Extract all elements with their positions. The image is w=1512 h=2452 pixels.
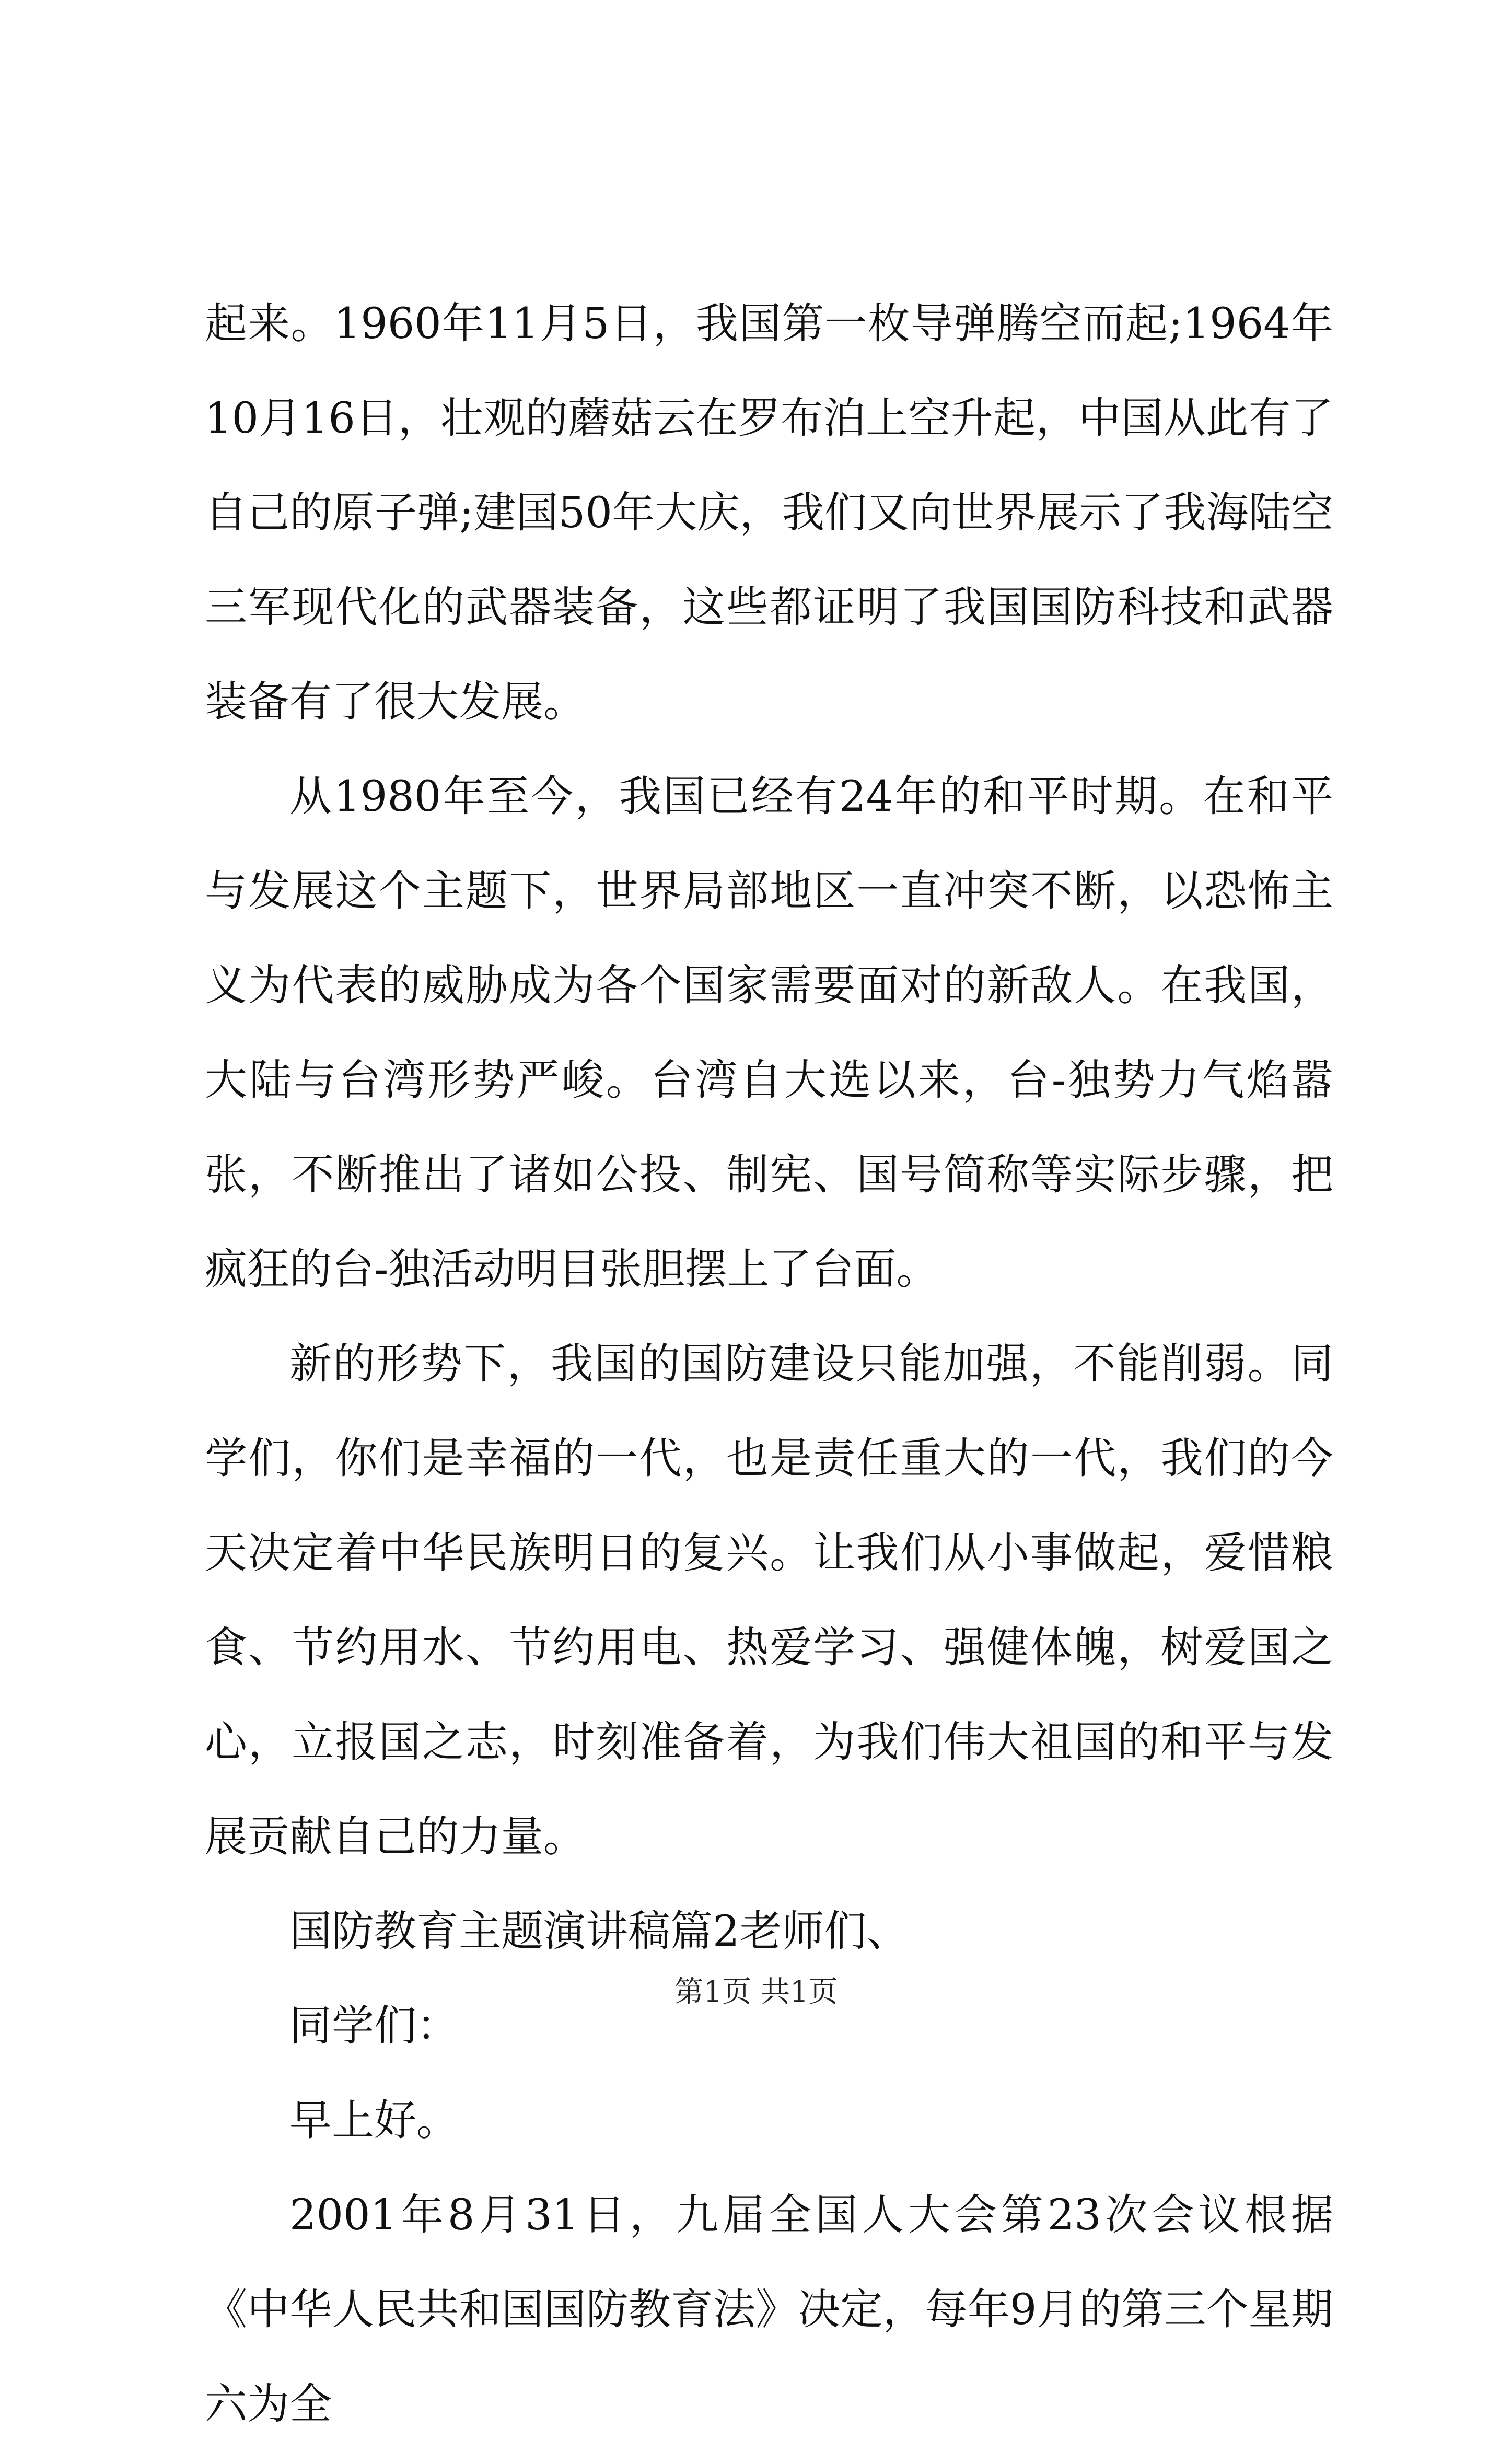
paragraph-new-situation: 新的形势下，我国的国防建设只能加强，不能削弱。同学们，你们是幸福的一代，也是责任重大的一代，我们的今天决定着中华民族明日的复兴。让我们从小事做起，爱惜粮食、节约用水、节约用电、热爱学习、强健体魄，树爱国之心，立报国之志，时刻准备着，为我们伟大祖国的和平与发展贡献自己的力量。 [205, 1340, 1333, 1862]
greeting: 早上好。 [289, 2096, 459, 2145]
paragraph-peace-period: 从1980年至今，我国已经有24年的和平时期。在和平与发展这个主题下，世界局部地区一直冲突不断，以恐怖主义为代表的威胁成为各个国家需要面对的新敌人。在我国，大陆与台湾形势严峻。台湾自大选以来，台-独势力气焰嚣张，不断推出了诸如公投、制宪、国号简称等实际步骤，把疯狂的台-独活动明目张胆摆上了台面。 [205, 772, 1333, 1294]
speech-heading: 国防教育主题演讲稿篇2老师们、 [289, 1907, 909, 1956]
salutation: 同学们： [289, 2002, 459, 2051]
page-footer: 第1页 共1页 [674, 1975, 838, 2009]
paragraph-law-date: 2001年8月31日，九届全国人大会第23次会议根据《中华人民共和国国防教育法》决定，每年9月的第三个星期六为全 [205, 2191, 1333, 2429]
document-body [205, 277, 1333, 2452]
paragraph-continuation: 起来。1960年11月5日，我国第一枚导弹腾空而起;1964年10月16日，壮观的蘑菇云在罗布泊上空升起，中国从此有了自己的原子弹;建国50年大庆，我们又向世界展示了我海陆空三军现代化的武器装备，这些都证明了我国国防科技和武器装备有了很大发展。 [205, 299, 1333, 727]
